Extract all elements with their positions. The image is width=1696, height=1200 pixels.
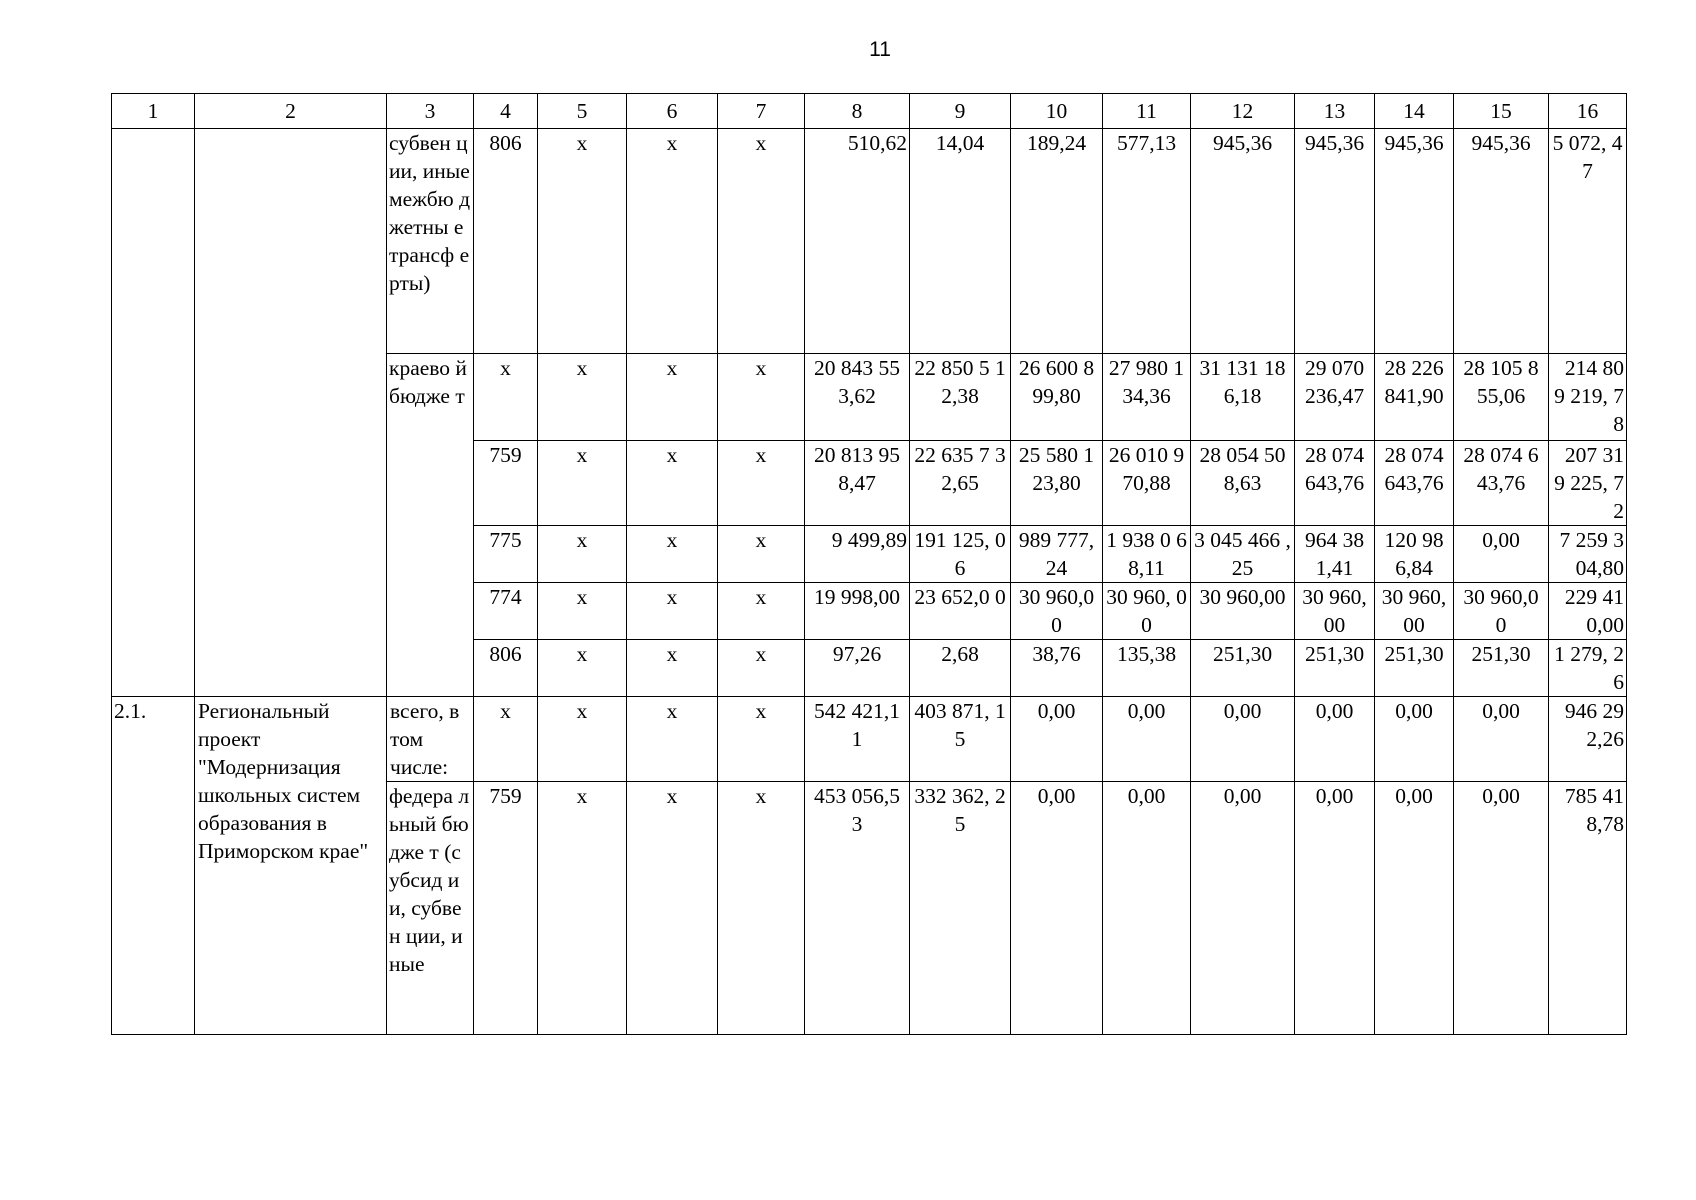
table-cell: 3 045 466 ,25 bbox=[1191, 526, 1295, 583]
table-cell: 1 279, 26 bbox=[1549, 640, 1627, 697]
table-cell: 251,30 bbox=[1295, 640, 1375, 697]
table-cell: 29 070 236,47 bbox=[1295, 354, 1375, 441]
table-cell: х bbox=[627, 129, 718, 354]
table-cell: х bbox=[718, 697, 805, 782]
column-header: 13 bbox=[1295, 94, 1375, 129]
table-cell: 510,62 bbox=[805, 129, 910, 354]
page-number: 11 bbox=[869, 38, 891, 61]
table-cell: х bbox=[538, 697, 627, 782]
table-cell: 207 31 9 225, 72 bbox=[1549, 441, 1627, 526]
table-cell: 22 850 5 12,38 bbox=[910, 354, 1011, 441]
column-header: 3 bbox=[387, 94, 474, 129]
table-cell: 403 871, 15 bbox=[910, 697, 1011, 782]
column-header: 5 bbox=[538, 94, 627, 129]
row-name-cell bbox=[195, 129, 387, 697]
column-header: 9 bbox=[910, 94, 1011, 129]
table-cell: х bbox=[627, 782, 718, 1035]
table-cell: 214 80 9 219, 78 bbox=[1549, 354, 1627, 441]
table-cell: 14,04 bbox=[910, 129, 1011, 354]
row-number-cell: 2.1. bbox=[112, 697, 195, 1035]
table-cell: 945,36 bbox=[1191, 129, 1295, 354]
table-cell: х bbox=[627, 354, 718, 441]
column-header: 14 bbox=[1375, 94, 1454, 129]
table-cell: 946 29 2,26 bbox=[1549, 697, 1627, 782]
table-cell: 23 652,0 0 bbox=[910, 583, 1011, 640]
column-header: 10 bbox=[1011, 94, 1103, 129]
table-cell: 0,00 bbox=[1454, 782, 1549, 1035]
table-cell: 806 bbox=[474, 640, 538, 697]
funding-source-cell: федера льный бюдже т (субсид ии, субвен ции, иные bbox=[387, 782, 474, 1035]
table-cell: 9 499,89 bbox=[805, 526, 910, 583]
table-cell: 30 960,0 0 bbox=[1011, 583, 1103, 640]
table-cell: х bbox=[538, 583, 627, 640]
column-header: 7 bbox=[718, 94, 805, 129]
table-cell: 0,00 bbox=[1295, 782, 1375, 1035]
column-header: 4 bbox=[474, 94, 538, 129]
table-cell: 759 bbox=[474, 441, 538, 526]
project-name-cell: Региональный проект "Модернизация школьных систем образования в Приморском крае" bbox=[195, 697, 387, 1035]
budget-table bbox=[111, 93, 1627, 1035]
table-cell: 0,00 bbox=[1011, 782, 1103, 1035]
column-header: 12 bbox=[1191, 94, 1295, 129]
table-cell: 0,00 bbox=[1295, 697, 1375, 782]
table-cell: х bbox=[627, 640, 718, 697]
table-cell: х bbox=[474, 354, 538, 441]
table-cell: 30 960,00 bbox=[1191, 583, 1295, 640]
column-header: 1 bbox=[112, 94, 195, 129]
table-cell: 28 074 643,76 bbox=[1295, 441, 1375, 526]
table-cell: х bbox=[474, 697, 538, 782]
table-cell: 97,26 bbox=[805, 640, 910, 697]
row-number-cell bbox=[112, 129, 195, 697]
table-cell: 945,36 bbox=[1375, 129, 1454, 354]
table-row bbox=[112, 129, 1627, 354]
table-cell: х bbox=[718, 354, 805, 441]
table-cell: 0,00 bbox=[1375, 697, 1454, 782]
table-cell: 0,00 bbox=[1191, 697, 1295, 782]
table-cell: 120 98 6,84 bbox=[1375, 526, 1454, 583]
table-cell: 135,38 bbox=[1103, 640, 1191, 697]
table-cell: 5 072, 47 bbox=[1549, 129, 1627, 354]
table-cell: 806 bbox=[474, 129, 538, 354]
table-cell: 0,00 bbox=[1454, 526, 1549, 583]
table-cell: 30 960, 00 bbox=[1295, 583, 1375, 640]
table-cell: 189,24 bbox=[1011, 129, 1103, 354]
table-cell: 28 105 8 55,06 bbox=[1454, 354, 1549, 441]
table-cell: 332 362, 25 bbox=[910, 782, 1011, 1035]
table-cell: 26 600 8 99,80 bbox=[1011, 354, 1103, 441]
table-cell: 191 125, 06 bbox=[910, 526, 1011, 583]
table-cell: 759 bbox=[474, 782, 538, 1035]
table-cell: х bbox=[718, 441, 805, 526]
table-cell: 30 960, 00 bbox=[1103, 583, 1191, 640]
table-cell: 0,00 bbox=[1103, 782, 1191, 1035]
column-header-row bbox=[112, 94, 1627, 129]
table-cell: 964 38 1,41 bbox=[1295, 526, 1375, 583]
table-cell: х bbox=[718, 129, 805, 354]
funding-source-cell: всего, в том числе: bbox=[387, 697, 474, 782]
table-cell: 19 998,00 bbox=[805, 583, 910, 640]
table-cell: 453 056,5 3 bbox=[805, 782, 910, 1035]
table-cell: 7 259 304,80 bbox=[1549, 526, 1627, 583]
table-cell: х bbox=[718, 526, 805, 583]
table-cell: 0,00 bbox=[1103, 697, 1191, 782]
table-cell: 0,00 bbox=[1191, 782, 1295, 1035]
table-cell: 30 960, 00 bbox=[1375, 583, 1454, 640]
table-cell: 577,13 bbox=[1103, 129, 1191, 354]
table-cell: 0,00 bbox=[1454, 697, 1549, 782]
table-cell: 0,00 bbox=[1375, 782, 1454, 1035]
column-header: 6 bbox=[627, 94, 718, 129]
table-cell: 28 074 643,76 bbox=[1375, 441, 1454, 526]
table-cell: х bbox=[538, 782, 627, 1035]
column-header: 11 bbox=[1103, 94, 1191, 129]
table-cell: 945,36 bbox=[1454, 129, 1549, 354]
table-cell: х bbox=[627, 583, 718, 640]
table-row bbox=[112, 697, 1627, 782]
table-cell: 28 074 6 43,76 bbox=[1454, 441, 1549, 526]
table-cell: 251,30 bbox=[1191, 640, 1295, 697]
table-cell: х bbox=[718, 782, 805, 1035]
table-cell: х bbox=[627, 441, 718, 526]
table-cell: 25 580 1 23,80 bbox=[1011, 441, 1103, 526]
table-cell: 20 843 55 3,62 bbox=[805, 354, 910, 441]
table-cell: х bbox=[538, 441, 627, 526]
table-cell: 27 980 134,36 bbox=[1103, 354, 1191, 441]
table-cell: 1 938 0 68,11 bbox=[1103, 526, 1191, 583]
table-cell: 38,76 bbox=[1011, 640, 1103, 697]
table-cell: х bbox=[538, 526, 627, 583]
table-cell: х bbox=[718, 583, 805, 640]
column-header: 16 bbox=[1549, 94, 1627, 129]
table-cell: 30 960,0 0 bbox=[1454, 583, 1549, 640]
table-cell: 22 635 7 32,65 bbox=[910, 441, 1011, 526]
table-cell: 251,30 bbox=[1375, 640, 1454, 697]
table-cell: 2,68 bbox=[910, 640, 1011, 697]
table-cell: 542 421,1 1 bbox=[805, 697, 910, 782]
table-cell: 229 41 0,00 bbox=[1549, 583, 1627, 640]
table-cell: 251,30 bbox=[1454, 640, 1549, 697]
table-cell: 20 813 95 8,47 bbox=[805, 441, 910, 526]
table-cell: х bbox=[627, 697, 718, 782]
column-header: 2 bbox=[195, 94, 387, 129]
table-cell: х bbox=[538, 640, 627, 697]
table-cell: х bbox=[718, 640, 805, 697]
table-cell: 775 bbox=[474, 526, 538, 583]
column-header: 8 bbox=[805, 94, 910, 129]
table-cell: 28 226 841,90 bbox=[1375, 354, 1454, 441]
table-cell: 26 010 970,88 bbox=[1103, 441, 1191, 526]
table-cell: х bbox=[627, 526, 718, 583]
table-cell: 785 41 8,78 bbox=[1549, 782, 1627, 1035]
table-cell: х bbox=[538, 129, 627, 354]
table-cell: 28 054 50 8,63 bbox=[1191, 441, 1295, 526]
table-cell: 774 bbox=[474, 583, 538, 640]
table-cell: 31 131 18 6,18 bbox=[1191, 354, 1295, 441]
table-cell: 0,00 bbox=[1011, 697, 1103, 782]
column-header: 15 bbox=[1454, 94, 1549, 129]
table-cell: 989 777, 24 bbox=[1011, 526, 1103, 583]
funding-source-cell: субвен ции, иные межбю джетны е трансф ерты) bbox=[387, 129, 474, 354]
table-cell: 945,36 bbox=[1295, 129, 1375, 354]
funding-source-cell: краево й бюдже т bbox=[387, 354, 474, 697]
table-cell: х bbox=[538, 354, 627, 441]
